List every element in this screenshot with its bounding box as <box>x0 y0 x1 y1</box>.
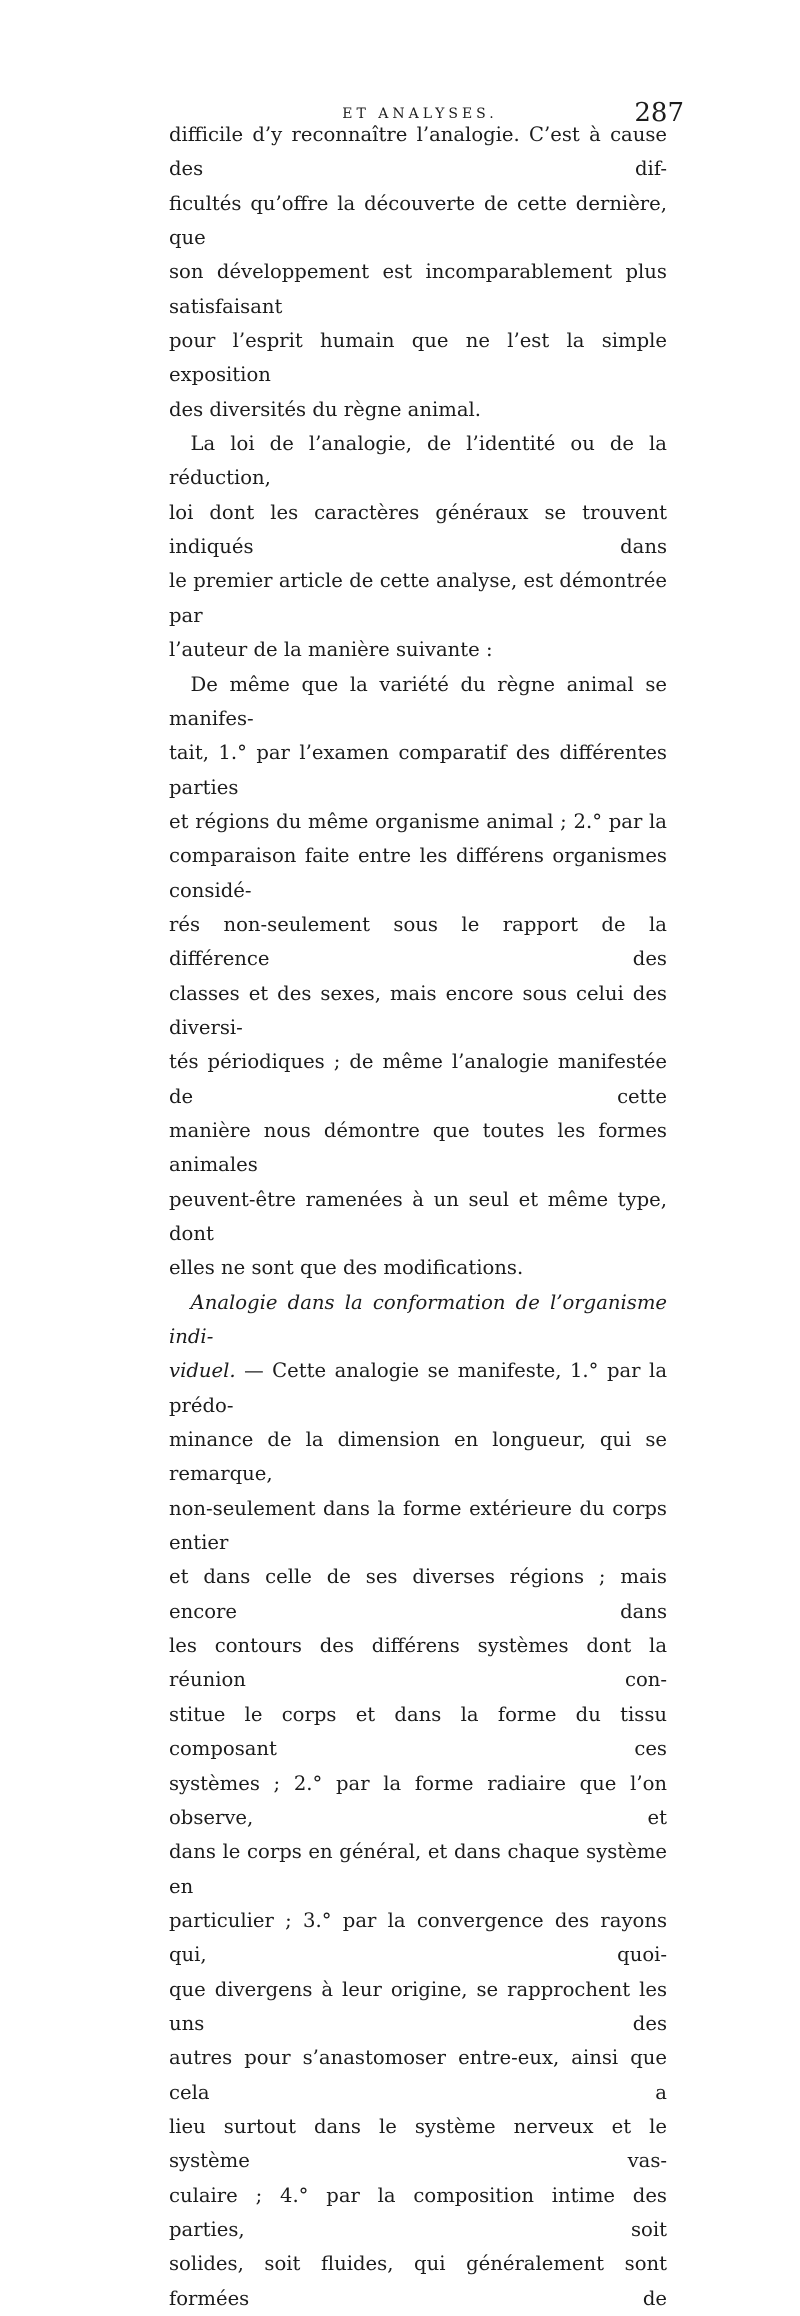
text-line: De même que la variété du règne animal se manifes- <box>169 672 667 730</box>
text-line: culaire ; 4.° par la composition intime des parties, soit <box>169 2183 667 2241</box>
text-line: ficultés qu’offre la découverte de cette dernière, que <box>169 191 667 250</box>
text-line: que divergens à leur origine, se rapprochent les uns des <box>169 1977 667 2035</box>
text-line: elles ne sont que des modifications. <box>169 1256 524 1280</box>
text-line: l’auteur de la manière suivante : <box>169 638 493 662</box>
text-line-content: — Cette analogie se manifeste, 1.° par la prédo- <box>169 1359 667 1417</box>
text-line: loi dont les caractères généraux se trouvent indiqués dans <box>169 500 667 559</box>
text-line <box>169 1286 667 1355</box>
text-line: et dans celle de ses diverses régions ; mais encore dans <box>169 1565 667 1623</box>
section-heading-cont: viduel. <box>169 1359 236 1383</box>
page-number: 287 <box>634 98 684 128</box>
text-line: tait, 1.° par l’examen comparatif des différentes parties <box>169 741 667 799</box>
text-line: manière nous démontre que toutes les formes animales <box>169 1118 667 1177</box>
text-line: comparaison faite entre les différens organismes considé- <box>169 844 667 902</box>
text-line: dans le corps en général, et dans chaque système en <box>169 1840 667 1898</box>
text-line: classes et des sexes, mais encore sous celui des diversi- <box>169 981 667 1039</box>
text-line: le premier article de cette analyse, est démontrée par <box>169 569 667 627</box>
text-line: et régions du même organisme animal ; 2.° par la <box>169 809 667 833</box>
text-line: les contours des différens systèmes dont la réunion con- <box>169 1634 667 1692</box>
text-line: peuvent-être ramenées à un seul et même type, dont <box>169 1187 667 1245</box>
text-line: lieu surtout dans le système nerveux et le système vas- <box>169 2114 667 2173</box>
text-line: des diversités du règne animal. <box>169 397 481 421</box>
text-line: pour l’esprit humain que ne l’est la simple exposition <box>169 329 667 387</box>
text-line: stitue le corps et dans la forme du tissu composant ces <box>169 1702 667 1761</box>
text-line: non-seulement dans la forme extérieure du corps entier <box>169 1496 667 1555</box>
text-line: solides, soit fluides, qui généralement sont formées de <box>169 2252 667 2310</box>
text-line: particulier ; 3.° par la convergence des rayons qui, quoi- <box>169 1908 667 1967</box>
section-heading: Analogie dans la conformation de l’organisme indi- <box>169 1290 667 1349</box>
text-line: La loi de l’analogie, de l’identité ou de la réduction, <box>169 432 667 490</box>
text-line: minance de la dimension en longueur, qui se remarque, <box>169 1428 667 1486</box>
text-line: rés non-seulement sous le rapport de la différence des <box>169 912 667 971</box>
text-line: difficile d’y reconnaître l’analogie. C’est à cause des dif- <box>169 123 667 181</box>
body-text <box>169 118 667 2316</box>
text-line: son développement est incomparablement plus satisfaisant <box>169 260 667 318</box>
text-line <box>169 1354 667 1423</box>
running-title: ET ANALYSES. <box>342 106 498 122</box>
text-line: systèmes ; 2.° par la forme radiaire que l’on observe, et <box>169 1771 667 1829</box>
text-line: tés périodiques ; de même l’analogie manifestée de cette <box>169 1050 667 1108</box>
text-line: autres pour s’anastomoser entre-eux, ainsi que cela a <box>169 2046 667 2104</box>
